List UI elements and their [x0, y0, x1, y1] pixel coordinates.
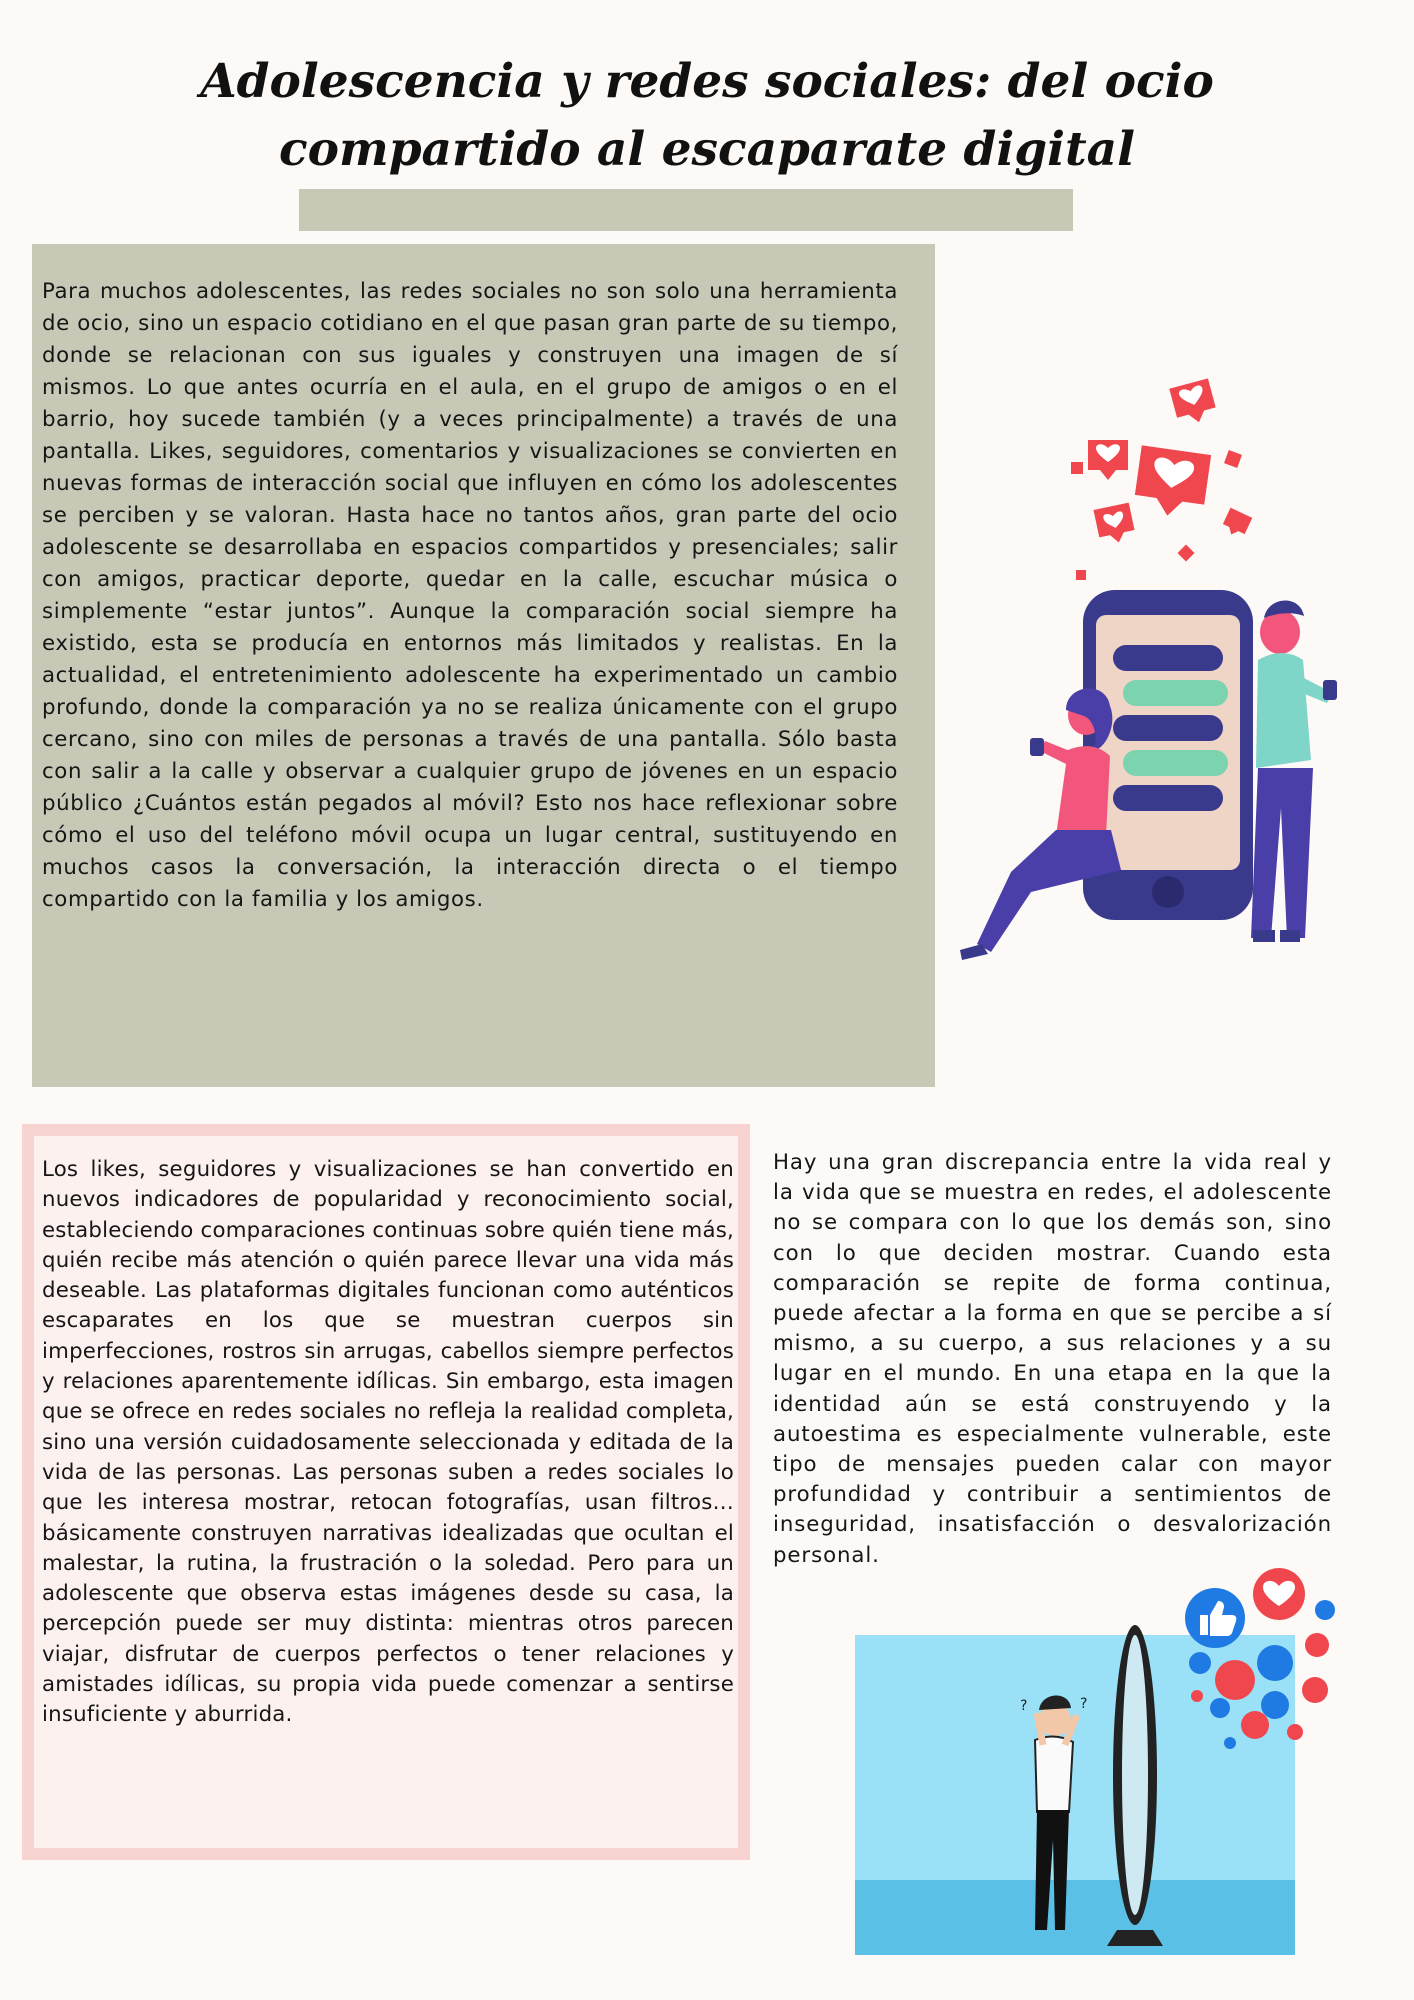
discrepancy-paragraph: Hay una gran discrepancia entre la vida real y la vida que se muestra en redes, el adolescente no se compara con lo que los demás son, sino con lo que deciden mostrar. Cuando esta comparación se repite de forma continua, puede afectar a la forma en que se percibe a sí mismo, a su cuerpo, a sus relaciones y a su lugar en el mundo. En una etapa en la que la identidad aún se está construyendo y la autoestima es especialmente vulnerable, este tipo de mensajes pueden calar con mayor profundidad y contribuir a sentimientos de inseguridad, insatisfacción o desvalorización personal.	[773, 1150, 1332, 1568]
chat-bubbles	[1113, 645, 1228, 811]
svg-text:?: ?	[1020, 1698, 1028, 1714]
woman-sitting	[960, 688, 1121, 960]
mirror-illustration	[855, 1560, 1350, 1955]
heart-icon	[1088, 440, 1128, 480]
svg-text:?: ?	[1080, 1696, 1088, 1712]
likes-paragraph: Los likes, seguidores y visualizaciones se han convertido en nuevos indicadores de popularidad y reconocimiento social, estableciendo comparaciones continuas sobre quién tiene más, quién recibe más atención o quién parece llevar una vida más deseable. Las plataformas digitales funcionan como auténticos escaparates en los que se muestran cuerpos sin imperfecciones, rostros sin arrugas, cabellos siempre perfectos y relaciones aparentemente idílicas. Sin embargo, esta imagen que se ofrece en redes sociales no refleja la realidad completa, sino una versión cuidadosamente seleccionada y editada de la vida de las personas. Las personas suben a redes sociales lo que les interesa mostrar, retocan fotografías, usan filtros…básicamente construyen narrativas idealizadas que ocultan el malestar, la rutina, la frustración o la soledad. Pero para un adolescente que observa estas imágenes desde su casa, la percepción puede ser muy distinta: mientras otros parecen viajar, disfrutar de cuerpos perfectos o tener relaciones y amistades idílicas, su propia vida puede comenzar a sentirse insuficiente y aburrida.	[42, 1157, 734, 1728]
intro-paragraph: Para muchos adolescentes, las redes sociales no son solo una herramienta de ocio, sino un espacio cotidiano en el que pasan gran parte de su tiempo, donde se relacionan con sus iguales y construyen una imagen de sí mismos. Lo que antes ocurría en el aula, en el grupo de amigos o en el barrio, hoy sucede también (y a veces principalmente) a través de una pantalla. Likes, seguidores, comentarios y visualizaciones se convierten en nuevas formas de interacción social que influyen en cómo los adolescentes se perciben y se valoran. Hasta hace no tantos años, gran parte del ocio adolescente se desarrollaba en espacios compartidos y presenciales; salir con amigos, practicar deporte, quedar en la calle, escuchar música o simplemente “estar juntos”. Aunque la comparación social siempre ha existido, esta se producía en entornos más limitados y realistas. En la actualidad, el entretenimiento adolescente ha experimentado un cambio profundo, donde la comparación ya no se realiza únicamente con el grupo cercano, sino con miles de personas a través de una pantalla. Sólo basta con salir a la calle y observar a cualquier grupo de jóvenes en un espacio público ¿Cuántos están pegados al móvil? Esto nos hace reflexionar sobre cómo el uso del teléfono móvil ocupa un lugar central, sustituyendo en muchos casos la conversación, la interacción directa o el tiempo compartido con la familia y los amigos.	[42, 279, 898, 912]
phone-illustration	[958, 370, 1358, 960]
heart-icon	[1220, 508, 1252, 540]
heart-icon	[1093, 503, 1136, 547]
title-underline-bar	[299, 189, 1073, 231]
heart-icon	[1133, 445, 1212, 520]
heart-icon	[1169, 378, 1218, 427]
page-title: Adolescencia y redes sociales: del ocio compartido al escaparate digital	[200, 54, 1214, 177]
man-standing	[1251, 600, 1337, 942]
